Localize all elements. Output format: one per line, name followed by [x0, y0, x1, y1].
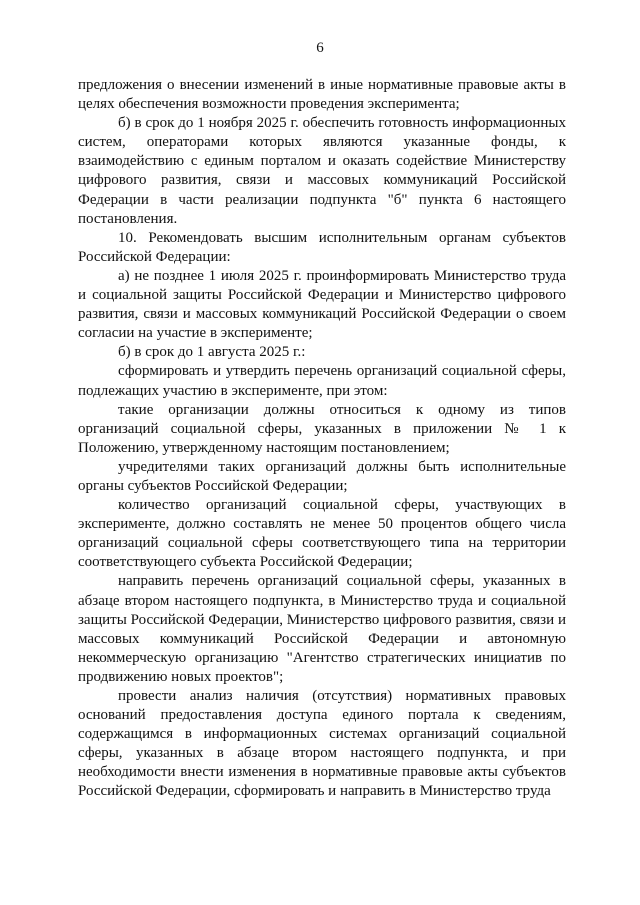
- paragraph-subitem-b-funds: б) в срок до 1 ноября 2025 г. обеспечить готовность информационных систем, операторами которых являются указанные фонды, к взаимодействию с единым порталом и оказать содействие Министерству цифрового развития, связи и массовых коммуникаций Российской Федерации в части реализации подпункта "б" пункта 6 настоящего постановления.: [78, 115, 566, 227]
- document-body: [78, 76, 566, 802]
- paragraph-form-list: сформировать и утвердить перечень организаций социальной сферы, подлежащих участию в эксперименте, при этом:: [78, 363, 566, 399]
- paragraph-subitem-b: б) в срок до 1 августа 2025 г.:: [118, 344, 306, 361]
- paragraph-send-list: направить перечень организаций социальной сферы, указанных в абзаце втором настоящего подпункта, в Министерство труда и социальной защиты Российской Федерации, Министерство цифрового развития, связи и массовых коммуникаций Российской Федерации и автономную некоммерческую организацию "Агентство стратегических инициатив по продвижению новых проектов";: [78, 573, 566, 685]
- paragraph-continuation: предложения о внесении изменений в иные нормативные правовые акты в целях обеспечения возможности проведения эксперимента;: [78, 77, 566, 113]
- paragraph-item-10: 10. Рекомендовать высшим исполнительным органам субъектов Российской Федерации:: [78, 229, 566, 265]
- page-number: 6: [316, 40, 324, 56]
- paragraph-analysis: провести анализ наличия (отсутствия) нормативных правовых оснований предоставления доступа единого портала к сведениям, содержащимся в информационных системах организаций социальной сферы, указанных в абзаце втором настоящего подпункта, и при необходимости внести изменения в нормативные правовые акты субъектов Российской Федерации, сформировать и направить в Министерство труда: [78, 688, 566, 800]
- paragraph-org-count: количество организаций социальной сферы, участвующих в эксперименте, должно составлять не менее 50 процентов общего числа организаций социальной сферы соответствующего типа на территории соответствующего субъекта Российской Федерации;: [78, 497, 566, 571]
- paragraph-org-types: такие организации должны относиться к одному из типов организаций социальной сферы, указанных в приложении № 1 к Положению, утвержденному настоящим постановлением;: [78, 401, 566, 456]
- paragraph-founders: учредителями таких организаций должны быть исполнительные органы субъектов Российской Федерации;: [78, 458, 566, 494]
- paragraph-subitem-a: а) не позднее 1 июля 2025 г. проинформировать Министерство труда и социальной защиты Российской Федерации и Министерство цифрового развития, связи и массовых коммуникаций Российской Федерации о своем согласии на участие в эксперименте;: [78, 267, 566, 342]
